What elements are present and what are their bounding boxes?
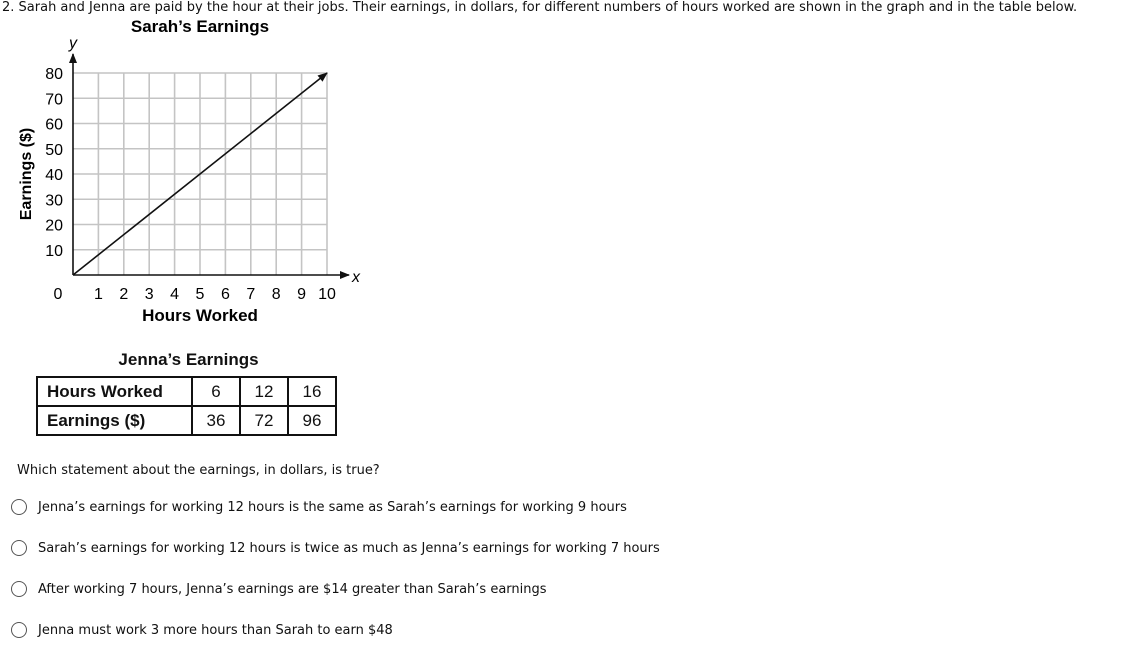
answer-option-4[interactable]	[11, 619, 393, 641]
radio-button[interactable]	[11, 540, 27, 556]
radio-button[interactable]	[11, 581, 27, 597]
x-tick-label: 2	[119, 286, 129, 303]
row-header-earnings: Earnings ($)	[37, 406, 192, 435]
answer-option-2[interactable]	[11, 537, 660, 559]
y-tick-label: 40	[45, 167, 63, 184]
option-label: Jenna must work 3 more hours than Sarah to earn $48	[38, 622, 393, 638]
y-tick-label: 20	[45, 217, 63, 235]
chart-title: Sarah’s Earnings	[130, 17, 270, 36]
radio-button[interactable]	[11, 499, 27, 515]
table-cell: 6	[192, 377, 240, 406]
y-tick-labels	[45, 66, 63, 260]
x-tick-label: 9	[297, 286, 307, 303]
table-title: Jenna’s Earnings	[118, 350, 259, 369]
jenna-earnings-table	[36, 376, 337, 436]
x-tick-label: 3	[144, 286, 154, 303]
answer-option-3[interactable]	[11, 578, 547, 600]
y-tick-label: 30	[45, 192, 63, 210]
x-tick-label: 10	[318, 286, 336, 303]
y-tick-label: 60	[45, 116, 63, 134]
x-tick-label: 8	[271, 286, 281, 303]
origin-label: 0	[53, 286, 63, 303]
question-prompt: Which statement about the earnings, in dollars, is true?	[17, 463, 380, 478]
table-cell: 16	[288, 377, 336, 406]
table-cell: 72	[240, 406, 288, 435]
x-tick-labels	[94, 286, 336, 303]
option-label: Sarah’s earnings for working 12 hours is twice as much as Jenna’s earnings for working 7 hours	[38, 540, 660, 556]
y-axis-letter: y	[69, 35, 77, 52]
sarah-earnings-chart	[0, 14, 380, 334]
x-tick-label: 1	[93, 286, 103, 303]
y-tick-label: 70	[45, 91, 63, 109]
x-tick-label: 5	[195, 286, 205, 303]
option-label: Jenna’s earnings for working 12 hours is the same as Sarah’s earnings for working 9 hours	[38, 499, 627, 515]
row-header-hours: Hours Worked	[37, 377, 192, 406]
y-axis-label: Earnings ($)	[18, 127, 35, 221]
answer-option-1[interactable]	[11, 496, 627, 518]
table-cell: 12	[240, 377, 288, 406]
x-axis-label: Hours Worked	[142, 306, 258, 325]
radio-button[interactable]	[11, 622, 27, 638]
x-axis-letter: x	[352, 269, 360, 286]
table-cell: 96	[288, 406, 336, 435]
table-cell: 36	[192, 406, 240, 435]
x-tick-label: 4	[170, 286, 180, 303]
option-label: After working 7 hours, Jenna’s earnings are $14 greater than Sarah’s earnings	[38, 581, 547, 597]
x-tick-label: 7	[246, 286, 256, 303]
table-row	[37, 406, 336, 435]
y-tick-label: 80	[45, 66, 63, 83]
y-tick-label: 50	[45, 141, 63, 159]
question-text: 2. Sarah and Jenna are paid by the hour at their jobs. Their earnings, in dollars, for different numbers of hours worked are shown in the graph and in the table below.	[2, 0, 1078, 15]
x-tick-label: 6	[220, 286, 230, 303]
table-row	[37, 377, 336, 406]
y-tick-label: 10	[45, 242, 63, 260]
